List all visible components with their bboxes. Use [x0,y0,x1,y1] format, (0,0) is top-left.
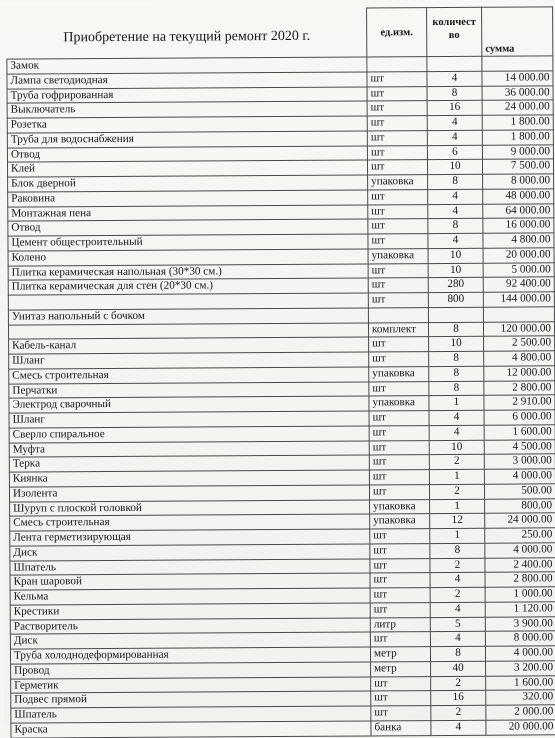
quantity-cell: 4 [430,602,485,617]
item-name-cell: Провод [11,662,371,679]
quantity-cell: 8 [428,322,483,337]
sum-cell: 800.00 [485,498,555,513]
quantity-cell: 2 [431,676,486,691]
unit-cell: шт [371,676,431,691]
sum-cell: 1 800.00 [482,130,553,145]
sum-cell: 20 000.00 [483,248,554,263]
item-name-cell: Растворитель [10,617,370,634]
unit-cell: упаковка [370,514,430,529]
quantity-cell: 4 [427,130,482,145]
item-name-cell: Муфта [9,440,369,457]
quantity-cell: 800 [428,292,483,307]
item-name-cell: Колено [8,249,368,266]
unit-cell: шт [370,602,430,617]
quantity-cell: 4 [429,425,484,440]
sum-cell: 4 800.00 [484,351,555,366]
quantity-cell: 280 [428,277,483,292]
item-name-cell: Электрод сварочный [9,396,369,413]
unit-cell: упаковка [369,366,429,381]
quantity-cell: 2 [429,484,484,499]
unit-cell: шт [369,440,429,455]
quantity-cell: 8 [427,86,482,101]
quantity-cell: 4 [431,720,486,735]
unit-cell: шт [370,543,430,558]
unit-cell: шт [367,86,427,101]
sum-cell: 3 000.00 [484,454,555,469]
unit-cell: упаковка [368,175,428,190]
item-name-cell: Сверло спиральное [9,426,369,443]
unit-cell: шт [368,278,428,293]
quantity-cell [428,307,483,322]
sum-cell: 24 000.00 [482,100,553,115]
table-row [11,720,555,738]
item-name-cell: Кабель-канал [9,337,369,354]
unit-cell: шт [367,160,427,175]
quantity-cell: 10 [427,160,482,175]
item-name-cell: Кран шаровой [10,573,370,590]
item-name-cell: Розетка [7,116,367,133]
unit-cell: упаковка [369,396,429,411]
quantity-cell: 2 [430,558,485,573]
item-name-cell: Монтажная пена [8,204,368,221]
quantity-cell: 1 [430,499,485,514]
item-name-cell: Отвод [8,219,368,236]
sum-cell: 64 000.00 [483,203,554,218]
sum-cell: 6 000.00 [484,410,555,425]
unit-cell: шт [369,470,429,485]
quantity-cell: 8 [429,351,484,366]
quantity-cell: 2 [429,454,484,469]
unit-cell: шт [370,632,430,647]
sum-cell: 1 600.00 [486,675,555,690]
sum-cell [482,56,553,71]
item-name-cell: Смесь строительная [9,367,369,384]
sum-cell: 5 000.00 [483,262,554,277]
unit-cell: шт [367,71,427,86]
column-header-quantity: количест во [427,7,482,56]
item-name-cell: Шланг [9,411,369,428]
quantity-cell: 8 [429,366,484,381]
item-name-cell: Смесь строительная [10,514,370,531]
quantity-cell: 10 [428,263,483,278]
unit-cell: шт [369,337,429,352]
quantity-cell: 8 [430,646,485,661]
sum-cell: 4 000.00 [485,646,555,661]
sum-cell: 3 200.00 [486,661,555,676]
quantity-cell: 4 [430,631,485,646]
unit-cell: упаковка [368,248,428,263]
item-name-cell: Шпатель [10,558,370,575]
purchase-table [6,6,555,738]
sum-cell: 2 400.00 [485,557,555,572]
unit-cell: шт [369,411,429,426]
quantity-cell: 4 [427,115,482,130]
item-name-cell: Труба гофрированная [7,86,367,103]
item-name-cell: Киянка [9,470,369,487]
quantity-cell: 4 [428,233,483,248]
sum-cell: 14 000.00 [482,71,553,86]
quantity-cell: 4 [430,572,485,587]
item-name-cell: Терка [9,455,369,472]
sum-cell: 320.00 [486,690,555,705]
sum-cell: 2 910.00 [484,395,555,410]
sum-cell: 120 000.00 [483,321,554,336]
unit-cell [368,307,428,322]
item-name-cell: Цемент общестроительный [8,234,368,251]
sum-cell: 8 000.00 [485,631,555,646]
sum-cell: 20 000.00 [486,720,555,735]
unit-cell: метр [371,661,431,676]
sum-cell: 2 000.00 [486,705,555,720]
quantity-cell: 8 [428,218,483,233]
unit-cell: шт [367,101,427,116]
column-header-sum: сумма [482,7,553,56]
sum-cell: 16 000.00 [483,218,554,233]
item-name-cell: Шуруп с плоской головкой [10,499,370,516]
unit-cell [367,57,427,72]
sum-cell: 1 800.00 [482,115,553,130]
quantity-cell: 10 [429,336,484,351]
sum-cell: 1 120.00 [485,602,555,617]
item-name-cell: Лента герметизирующая [10,529,370,546]
item-name-cell: Диск [10,544,370,561]
unit-cell: шт [371,706,431,721]
quantity-cell: 8 [429,381,484,396]
item-name-cell: Изолента [9,485,369,502]
quantity-cell: 8 [430,543,485,558]
sum-cell: 2 500.00 [484,336,555,351]
item-name-cell: Блок дверной [8,175,368,192]
quantity-cell: 4 [427,71,482,86]
item-name-cell: Перчатки [9,381,369,398]
quantity-cell: 2 [430,587,485,602]
table-header-row [7,7,553,59]
item-name-cell: Краска [11,721,371,738]
item-name-cell: Лампа светодиодная [7,72,367,89]
sum-cell: 1 600.00 [484,425,555,440]
quantity-cell: 1 [430,528,485,543]
item-name-cell: Кельма [10,588,370,605]
quantity-cell: 4 [428,204,483,219]
unit-cell: шт [368,293,428,308]
unit-cell: шт [369,425,429,440]
unit-cell: шт [367,145,427,160]
item-name-cell: Подвес прямой [11,691,371,708]
item-name-cell: Труба холоднодеформированная [10,647,370,664]
sum-cell: 9 000.00 [482,144,553,159]
sum-cell: 8 000.00 [483,174,554,189]
item-name-cell: Выключатель [7,101,367,118]
unit-cell: шт [370,558,430,573]
unit-cell: метр [370,647,430,662]
sum-cell: 144 000.00 [483,292,554,307]
item-name-cell: Замок [7,57,367,74]
item-name-cell: Труба для водоснабжения [7,131,367,148]
unit-cell: упаковка [370,499,430,514]
quantity-cell: 2 [431,705,486,720]
table-body [7,7,555,738]
sum-cell: 4 000.00 [485,543,555,558]
unit-cell: шт [368,204,428,219]
sum-cell: 36 000.00 [482,85,553,100]
sum-cell: 92 400.00 [483,277,554,292]
item-name-cell: Диск [10,632,370,649]
quantity-cell: 40 [431,661,486,676]
unit-cell: банка [371,720,431,735]
item-name-cell: Унитаз напольный с бочком [8,308,368,325]
sum-cell: 4 500.00 [484,439,555,454]
item-name-cell: Шпатель [11,706,371,723]
item-name-cell: Плитка керамическая для стен (20*30 см.) [8,278,368,295]
quantity-cell: 1 [429,395,484,410]
unit-cell: шт [368,219,428,234]
item-name-cell: Клей [7,160,367,177]
quantity-cell: 12 [430,513,485,528]
quantity-cell: 16 [427,101,482,116]
unit-cell: шт [369,484,429,499]
unit-cell: шт [368,263,428,278]
sum-cell: 24 000.00 [485,513,555,528]
item-name-cell: Шланг [9,352,369,369]
quantity-cell: 1 [429,469,484,484]
column-header-unit: ед.изм. [367,8,427,57]
unit-cell: шт [371,691,431,706]
item-name-cell: Отвод [7,145,367,162]
unit-cell: шт [369,455,429,470]
sum-cell: 3 900.00 [485,616,555,631]
sum-cell: 2 800.00 [484,380,555,395]
quantity-cell [427,56,482,71]
sum-cell: 4 800.00 [483,233,554,248]
unit-cell: шт [370,529,430,544]
quantity-cell: 8 [428,174,483,189]
item-name-cell: Герметик [11,676,371,693]
sum-cell: 12 000.00 [484,366,555,381]
unit-cell: литр [370,617,430,632]
unit-cell: комплект [368,322,428,337]
quantity-cell: 4 [429,410,484,425]
unit-cell: шт [367,116,427,131]
quantity-cell: 10 [428,248,483,263]
sum-cell: 4 000.00 [484,469,555,484]
unit-cell: шт [369,352,429,367]
unit-cell: шт [369,381,429,396]
item-name-cell: Крестики [10,603,370,620]
sum-cell: 500.00 [484,484,555,499]
unit-cell: шт [368,189,428,204]
document-title: Приобретение на текущий ремонт 2020 г. [7,8,367,59]
sum-cell: 48 000.00 [483,189,554,204]
unit-cell: шт [368,234,428,249]
sum-cell: 1 000.00 [485,587,555,602]
quantity-cell: 16 [431,690,486,705]
sum-cell [483,307,554,322]
quantity-cell: 10 [429,440,484,455]
item-name-cell: Плитка керамическая напольная (30*30 см.) [8,263,368,280]
quantity-cell: 5 [430,617,485,632]
unit-cell: шт [370,588,430,603]
quantity-cell: 6 [427,145,482,160]
unit-cell: шт [367,130,427,145]
sum-cell: 2 800.00 [485,572,555,587]
unit-cell: шт [370,573,430,588]
item-name-cell: Раковина [8,190,368,207]
sum-cell: 250.00 [485,528,555,543]
quantity-cell: 4 [428,189,483,204]
sum-cell: 7 500.00 [482,159,553,174]
